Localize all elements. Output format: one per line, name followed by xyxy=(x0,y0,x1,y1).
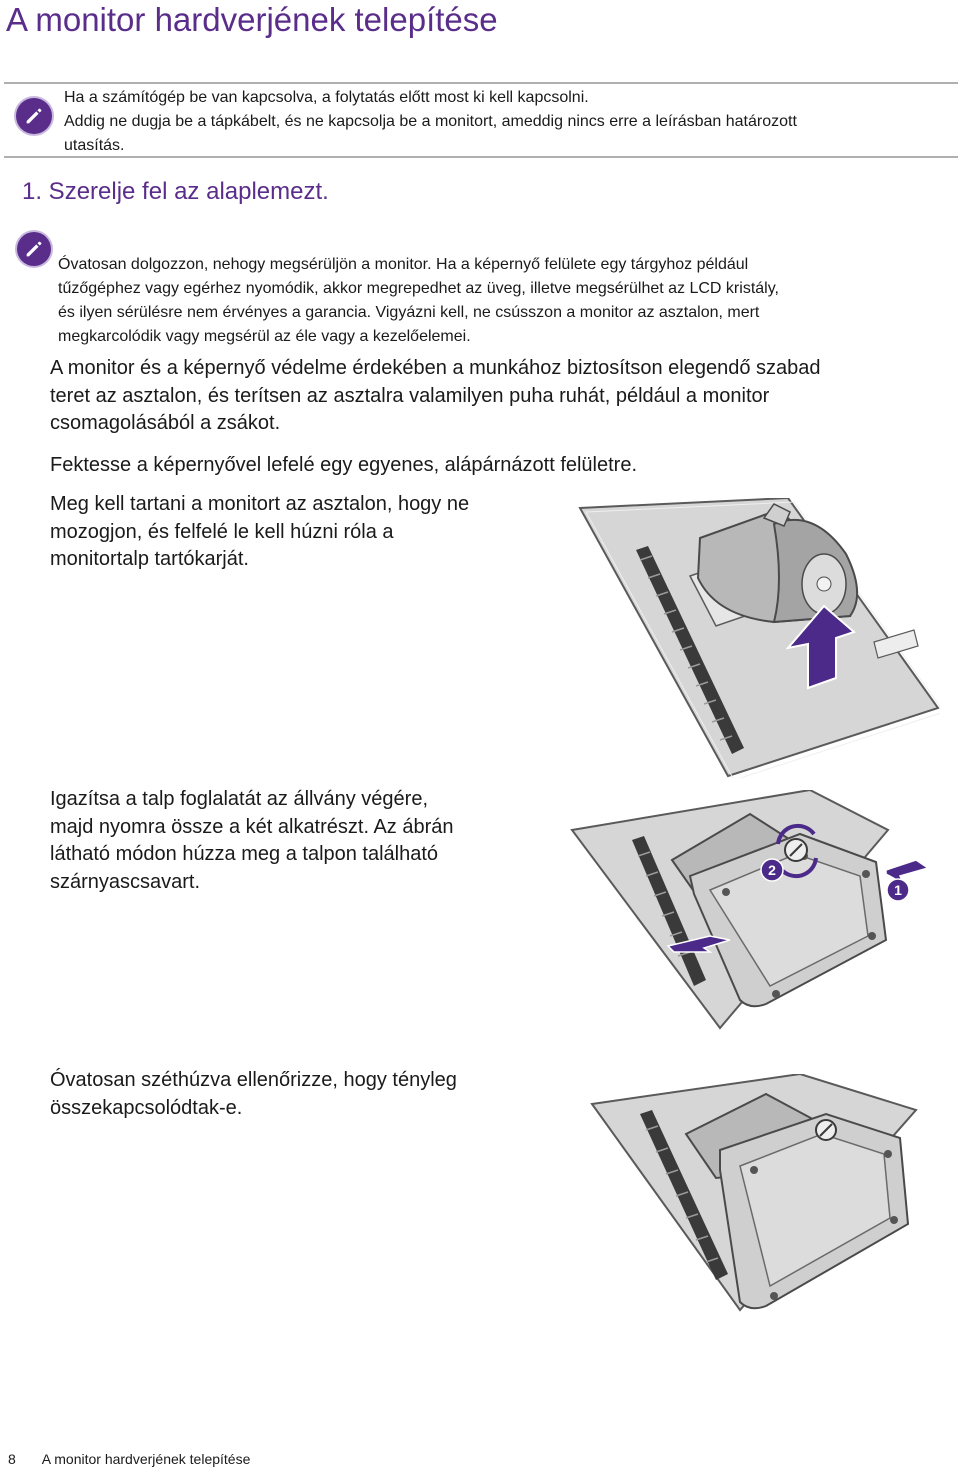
paragraph-line: Óvatosan széthúzva ellenőrizze, hogy tényleg xyxy=(50,1069,457,1091)
note-line: utasítás. xyxy=(64,137,125,154)
paragraph-line: csomagolásából a zsákot. xyxy=(50,412,281,434)
illustration-attach-base xyxy=(570,790,932,1030)
paragraph-line: A monitor és a képernyő védelme érdekében a munkához biztosítson elegendő szabad xyxy=(50,357,821,379)
note-line: megkarcolódik vagy megsérül az éle vagy a kezelőelemei. xyxy=(58,328,471,345)
svg-text:2: 2 xyxy=(768,862,776,878)
paragraph-line: teret az asztalon, és terítsen az asztalra valamilyen puha ruhát, például a monitor xyxy=(50,384,770,407)
illustration-check-connection xyxy=(590,1074,920,1314)
paragraph-line: mozogjon, és felfelé le kell húzni róla a xyxy=(50,520,394,543)
page-number: 8 xyxy=(8,1451,16,1467)
paragraph xyxy=(50,1067,570,1122)
paragraph-line: Meg kell tartani a monitort az asztalon, hogy ne xyxy=(50,493,470,515)
pencil-icon xyxy=(17,232,51,266)
illustration-remove-arm xyxy=(578,498,940,778)
svg-text:1: 1 xyxy=(894,882,902,898)
paragraph-line: összekapcsolódtak-e. xyxy=(50,1096,243,1119)
step-heading: 1. Szerelje fel az alaplemezt. xyxy=(22,178,329,205)
page-title: A monitor hardverjének telepítése xyxy=(6,1,498,38)
note-line: és ilyen sérülésre nem érvényes a garancia. Vigyázni kell, ne csússzon a monitor az asztalon, mert xyxy=(58,304,760,321)
paragraph-line: látható módon húzza meg a talpon található xyxy=(50,843,439,865)
caution-note xyxy=(58,253,948,349)
paragraph xyxy=(50,786,570,896)
paragraph-line: monitortalp tartókarját. xyxy=(50,548,249,570)
paragraph-line: szárnyascsavart. xyxy=(50,870,201,893)
paragraph xyxy=(50,355,950,438)
note-text xyxy=(64,86,954,158)
note-line: Ha a számítógép be van kapcsolva, a folytatás előtt most ki kell kapcsolni. xyxy=(64,89,589,106)
paragraph-line: majd nyomra össze a két alkatrészt. Az ábrán xyxy=(50,815,454,838)
callout-2 xyxy=(761,859,783,881)
paragraph-line: Igazítsa a talp foglalatát az állvány végére, xyxy=(50,788,429,810)
paragraph: Fektesse a képernyővel lefelé egy egyenes, alápárnázott felületre. xyxy=(50,454,638,476)
callout-1 xyxy=(887,879,909,901)
base-plate xyxy=(720,1114,908,1308)
page-footer xyxy=(8,1451,276,1467)
note-line: Addig ne dugja be a tápkábelt, és ne kapcsolja be a monitort, ameddig nincs erre a leírásban határozott xyxy=(64,113,797,130)
note-line: tűzőgéphez vagy egérhez nyomódik, akkor megrepedhet az üveg, illetve megsérülhet az LCD kristály, xyxy=(58,280,779,297)
footer-section-title: A monitor hardverjének telepítése xyxy=(41,1451,251,1467)
note-line: Óvatosan dolgozzon, nehogy megsérüljön a monitor. Ha a képernyő felülete egy tárgyhoz például xyxy=(58,256,749,273)
pencil-icon xyxy=(16,98,52,134)
paragraph xyxy=(50,491,570,574)
